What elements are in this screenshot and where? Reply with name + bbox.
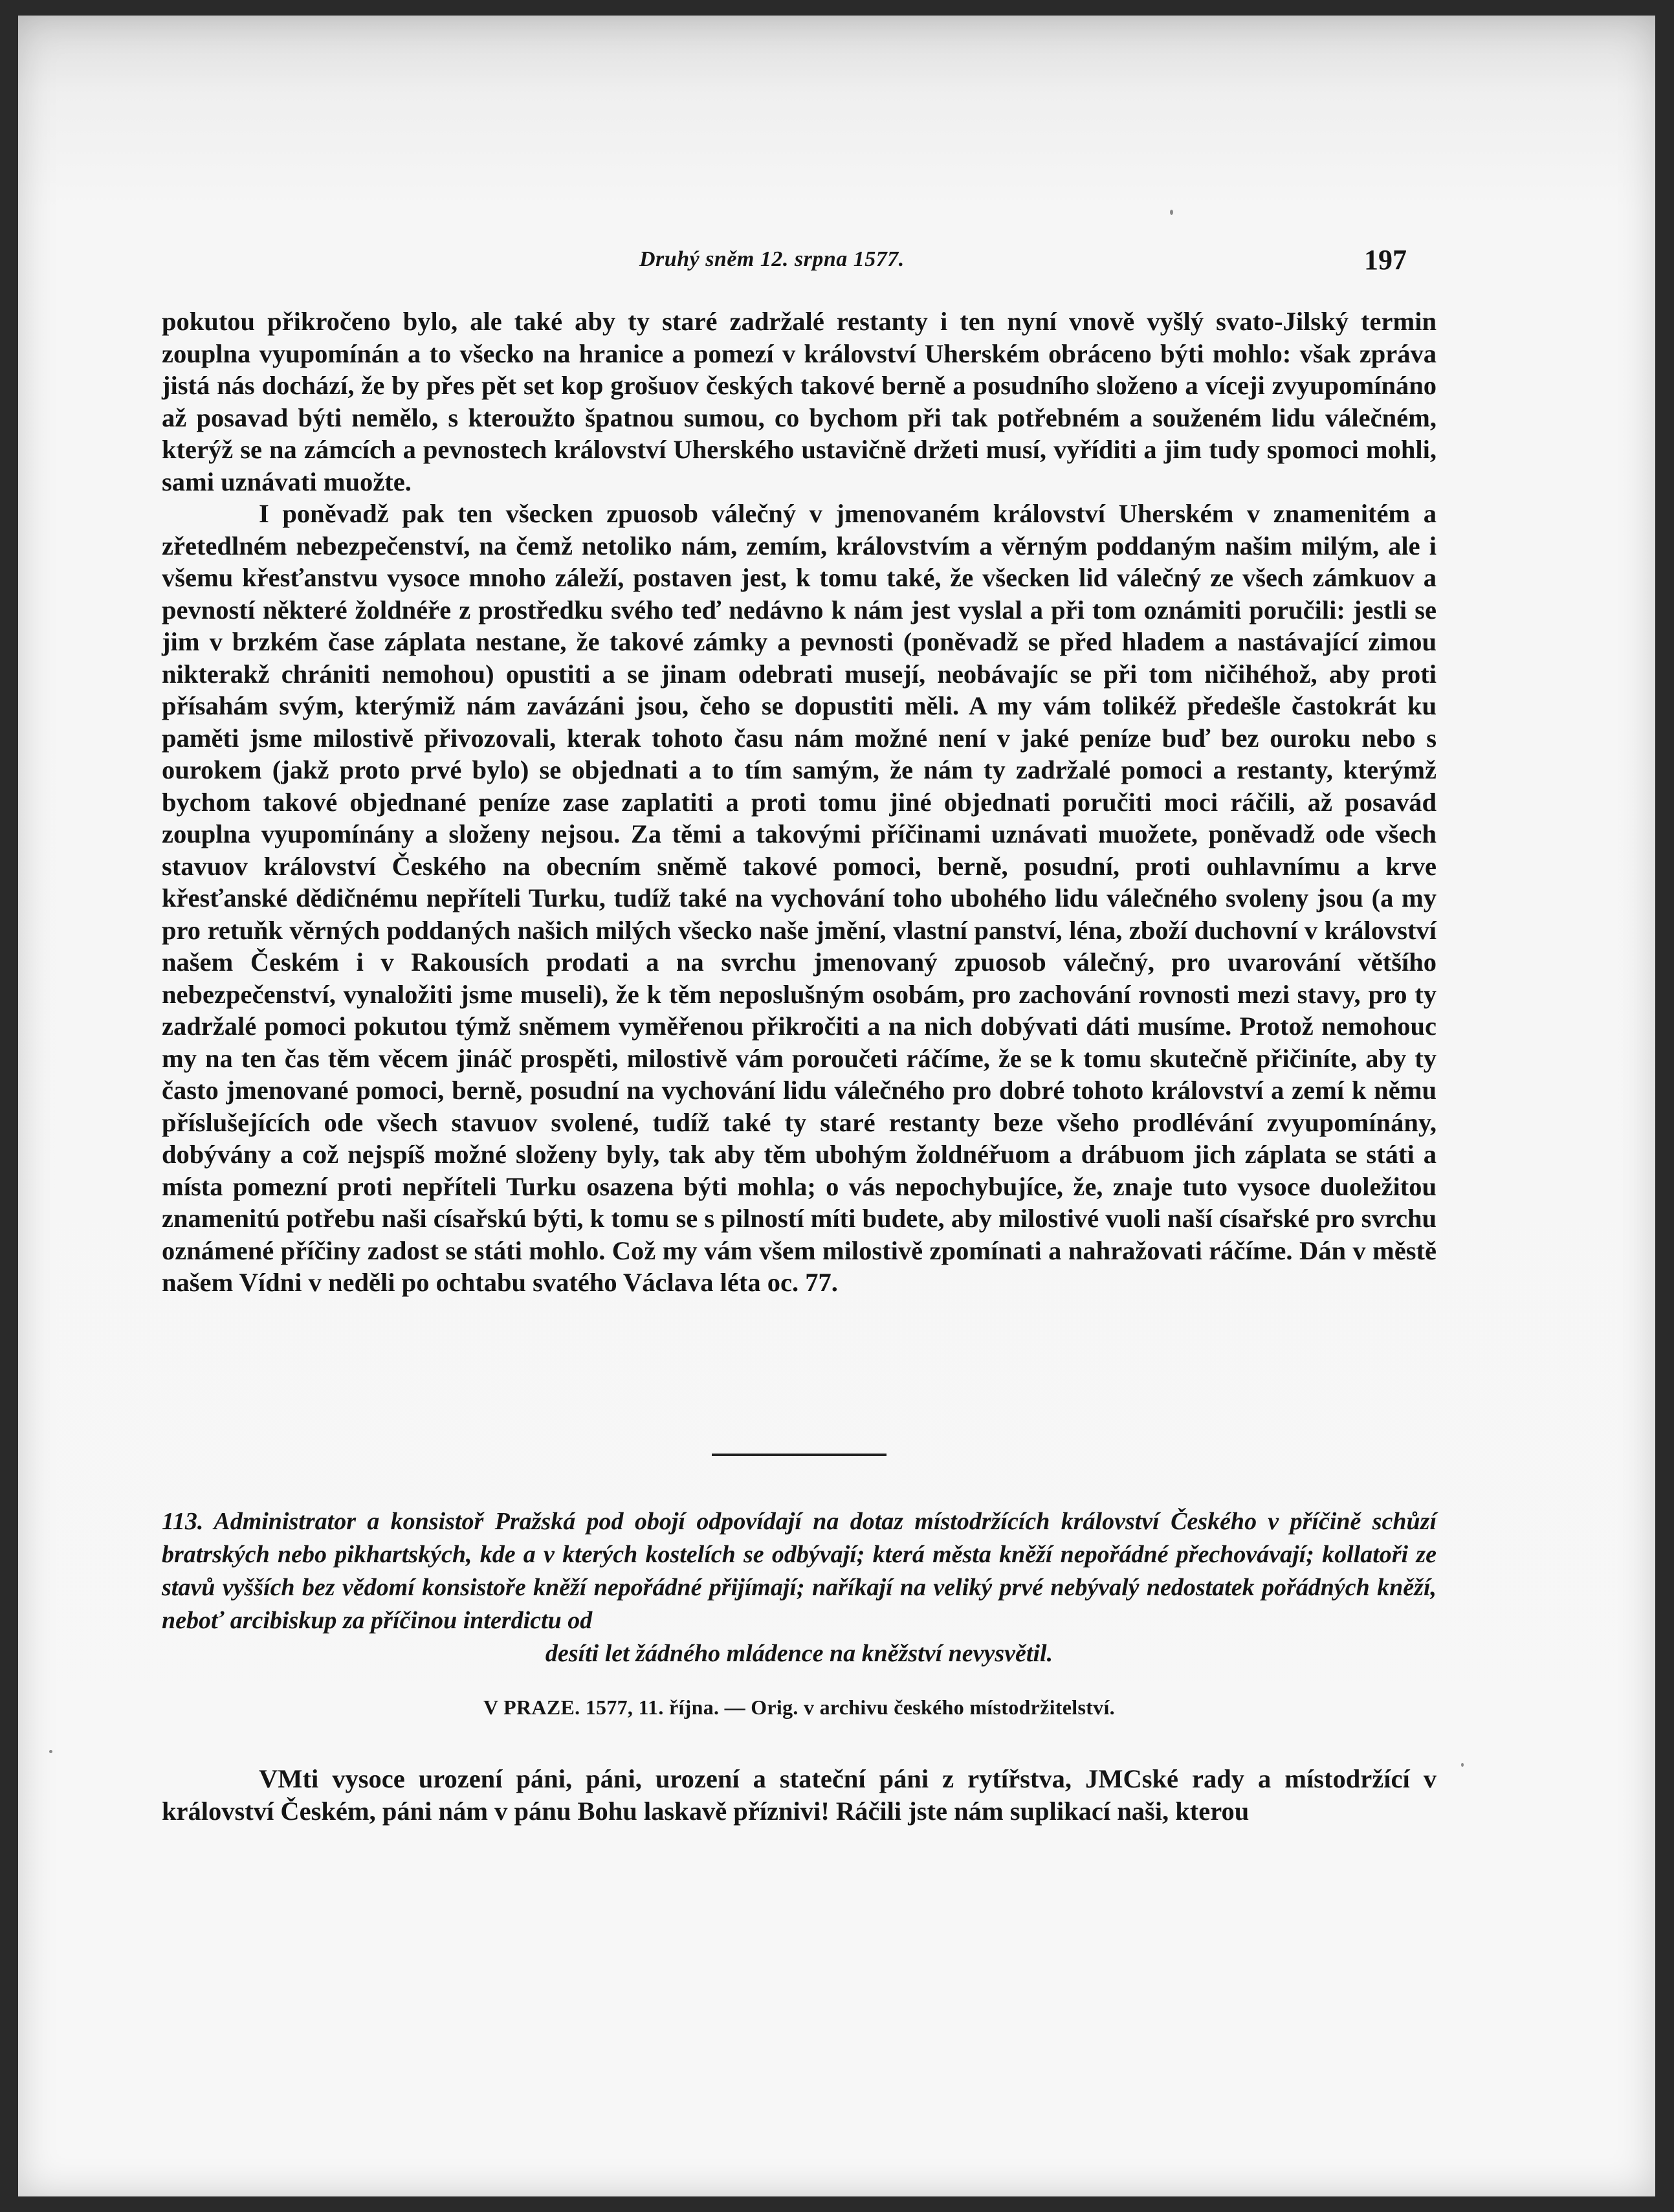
running-title: Druhý sněm 12. srpna 1577. <box>639 247 905 271</box>
paragraph-main: I poněvadž pak ten všecken zpuosob válečný v jmenovaném království Uherském v znamenitém a zřetedlném nebezpečenství, na čemž netoliko nám, zemím, královstvím a věrným poddaným našim milým, ale i všemu křesťanstvu vysoce mnoho záleží, postaven jest, k tomu také, že všecken lid válečný ze všech zámkuov a pevností některé žoldnéře z prostředku svého teď nedávno k nám jest vyslal a při tom oznámiti poručili: jestli se jim v brzkém čase záplata nestane, že takové zámky a pevnosti (poněvadž se před hladem a nastávající zimou nikterakž chrániti nemohou) opustiti a se jinam odebrati musejí, neobávajíc se při tom ničihéhož, aby proti přísahám svým, kterýmiž nám zavázáni jsou, čeho se dopustiti měli. A my vám tolikéž předešle častokrát ku paměti jsme milostivě přivozovali, kterak tohoto času nám možné není v jaké peníze buď bez ouroku nebo s ourokem (jakž proto prvé bylo) se objednati a to tím samým, že nám ty zadržalé pomoci a restanty, kterýmž bychom takové objednané peníze zase zaplatiti a proti tomu jiné objednati poručiti moci ráčili, až posavád zouplna vyupomínány a složeny nejsou. Za těmi a takovými příčinami uznávati muožete, poněvadž ode všech stavuov království Českého na obecním sněmě takové pomoci, berně, posudní, proti ouhlavnímu a krve křesťanské dědičnému nepříteli Turku, tudíž také na vychování toho ubohého lidu válečného svoleny jsou (a my pro retuňk věrných poddaných našich milých všecko naše jmění, vlastní panství, léna, zboží duchovní v království našem Českém i v Rakousích prodati a na svrchu jmenovaný zpuosob válečný, pro uvarování většího nebezpečenství, vynaložiti jsme museli), že k těm neposlušným osobám, pro zachování rovnosti mezi stavy, pro ty zadržalé pomoci pokutou týmž sněmem vyměřenou přikročiti a na nich dobývati dáti musíme. Protož nemohouc my na ten čas těm věcem jináč prospěti, milostivě vám poroučeti ráčíme, že se k tomu skutečně přičiníte, aby ty často jmenované pomoci, berně, posudní na vychování lidu válečného pro dobré tohoto království a zemí k němu příslušejících ode všech stavuov svolené, tudíž také ty staré restanty beze všeho prodlévání zvyupomínány, dobývány a což nejspíš možné složeny byly, tak aby těm ubohým žoldnéřuom a drábuom jich záplata se státi a místa pomezní proti nepříteli Turku osazena býti mohla; o vás nepochybujíce, že, znaje tuto vysoce duoležitou znamenitú potřebu naši císařskú býti, k tomu se s pilností míti budete, aby milostivé vuoli naší císařské pro svrchu oznámené příčiny zadost se státi mohlo. Což my vám všem milostivě zpomínati a nahražovati ráčíme. Dán v městě našem Vídni v neděli po ochtabu svatého Václava léta oc. 77. <box>162 499 1437 1297</box>
document-provenance: V PRAZE. 1577, 11. října. — Orig. v archivu českého místodržitelství. <box>483 1696 1115 1719</box>
scan-speck <box>1170 210 1173 215</box>
letter-opening-paragraph: VMti vysoce urození páni, páni, urození a stateční páni z rytířstva, JMCské rady a místodržící v království Českém, páni nám v pánu Bohu laskavě příznivi! Ráčili jste nám suplikací naši, kterou <box>162 1764 1437 1826</box>
document-summary-text: Administrator a konsistoř Pražská pod obojí odpovídají na dotaz místodržících království Českého v příčině schůzí bratrských nebo pikhartských, kde a v kterých kostelích se odbývají; která města kněží nepořádné přechovávají; kollatoři ze stavů vyšších bez vědomí konsistoře kněží nepořádné přijímají; naříkají na veliký prvé nebývalý nedostatek pořádných kněží, neboť arcibiskup za příčinou interdictu od <box>162 1508 1437 1634</box>
document-summary <box>162 1505 1437 1670</box>
page-header <box>18 243 1655 282</box>
main-body-text <box>162 305 1437 1299</box>
scan-speck <box>1461 1763 1464 1767</box>
document-number: 113. <box>162 1508 204 1535</box>
section-separator-rule <box>712 1454 887 1456</box>
paragraph-continuation: pokutou přikročeno bylo, ale také aby ty staré zadržalé restanty i ten nyní vnově vyšlý svato-Jilský termin zouplna vyupomínán a to všecko na hranice a pomezí v království Uherském obráceno býti mohlo: však zpráva jistá nás dochází, že by přes pět set kop grošuov českých takové berně a posudního složeno a víceji zvyupomínáno až posavad býti nemělo, s kteroužto špatnou sumou, co bychom při tak potřebném a souženém lidu válečném, kterýž se na zámcích a pevnostech království Uherského ustavičně držeti musí, vyříditi a jim tudy spomoci mohli, sami uznávati muožte. <box>162 307 1437 496</box>
scanned-page <box>18 16 1655 2196</box>
scan-speck <box>49 1750 52 1753</box>
document-summary-last-line: desíti let žádného mládence na kněžství nevysvětil. <box>545 1640 1053 1667</box>
page-number: 197 <box>1364 244 1407 276</box>
letter-body <box>162 1763 1437 1828</box>
